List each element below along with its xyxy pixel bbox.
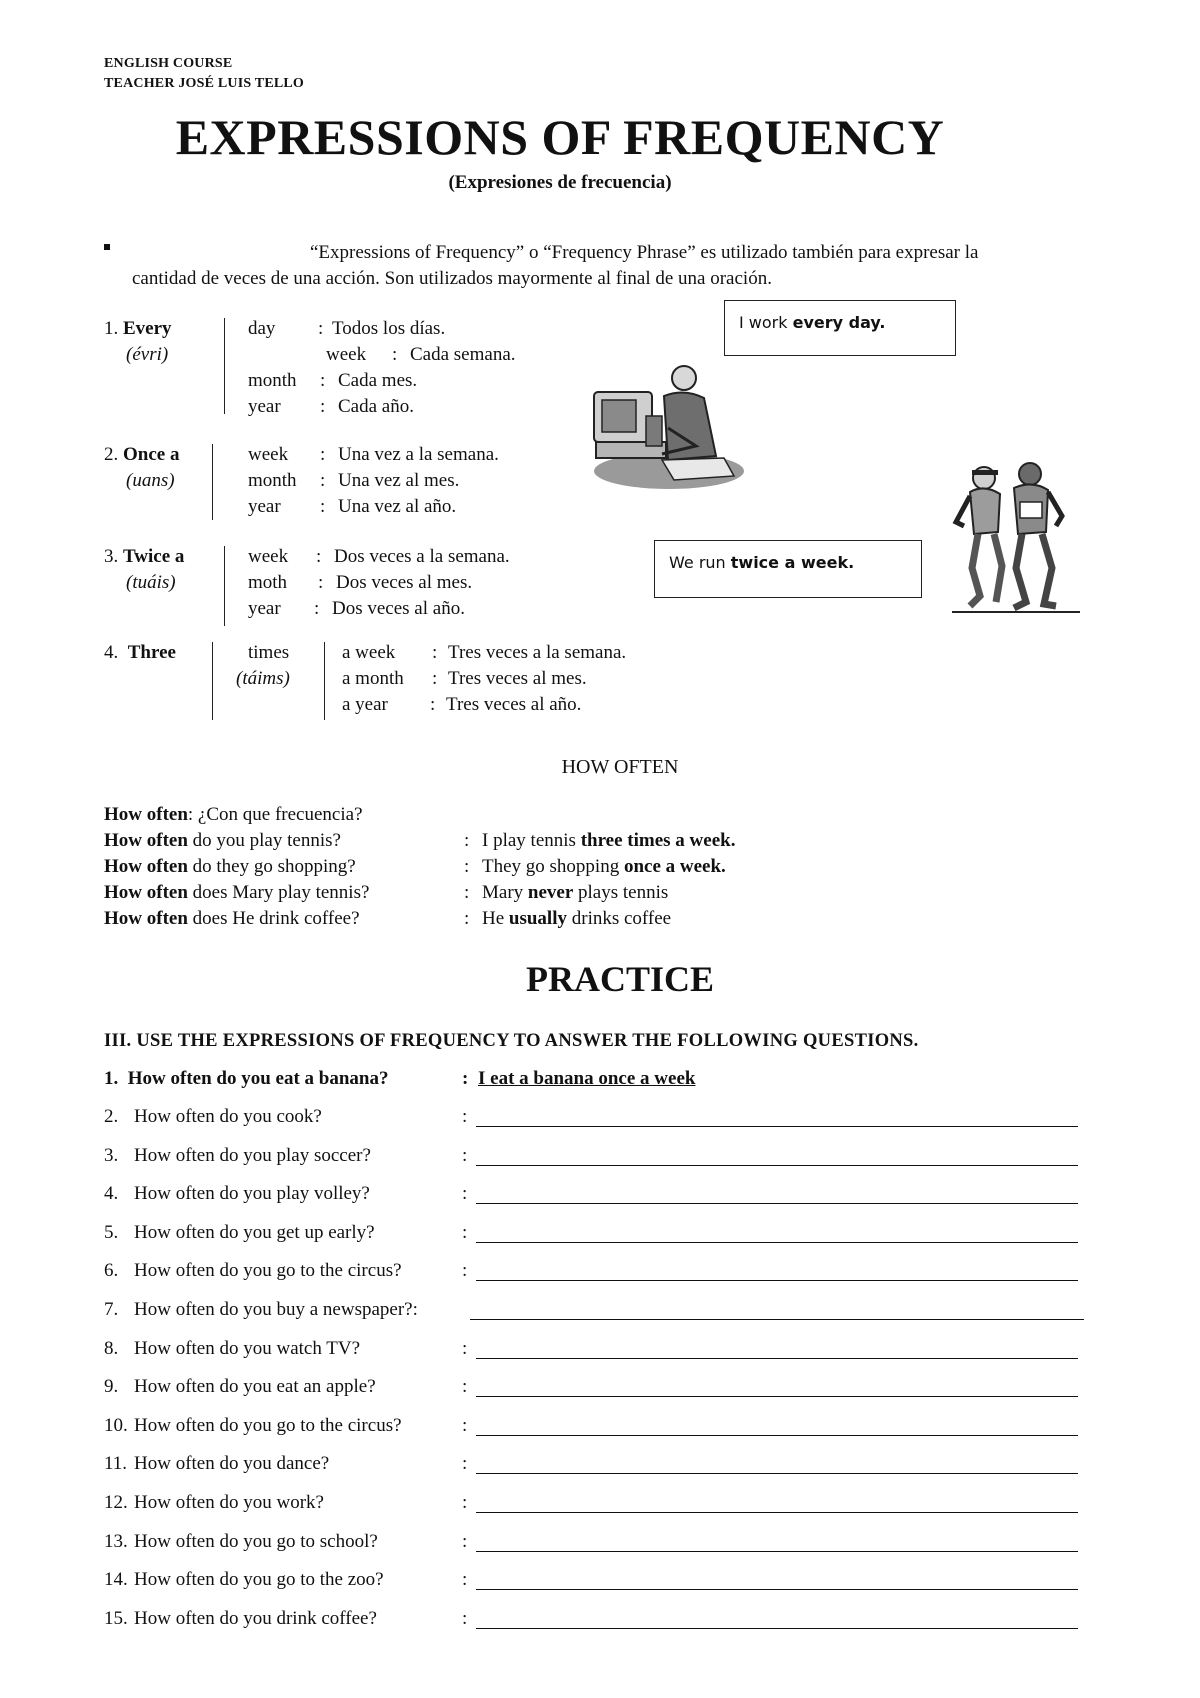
how-often-question: How often does Mary play tennis? xyxy=(104,882,370,903)
once-unit-week: week xyxy=(248,444,289,465)
question-text: How often do you eat an apple? xyxy=(134,1376,376,1397)
group-twice-divider xyxy=(224,546,225,626)
group-three-word: Three xyxy=(127,642,176,663)
how-often-answer: Mary never plays tennis xyxy=(482,882,669,903)
twice-unit-month: moth xyxy=(248,572,288,593)
twice-meaning-week: Dos veces a la semana. xyxy=(334,546,510,567)
group-three-pronunciation: (táims) xyxy=(236,668,290,689)
question-number: 8. xyxy=(104,1338,119,1359)
how-often-definition xyxy=(104,802,363,828)
answer-blank-line[interactable] xyxy=(476,1473,1078,1474)
question-number: 2. xyxy=(104,1106,119,1127)
how-often-question: How often do they go shopping? xyxy=(104,856,356,877)
group-every-divider xyxy=(224,318,225,414)
question-sep: : xyxy=(462,1222,468,1243)
group-every-number: 1. xyxy=(104,318,119,339)
answer-blank-line[interactable] xyxy=(476,1551,1078,1552)
group-three-divider-right xyxy=(324,642,325,720)
group-twice-number: 3. xyxy=(104,546,119,567)
question-number: 13. xyxy=(104,1531,128,1552)
group-once-divider xyxy=(212,444,213,520)
every-unit-year: year xyxy=(248,396,281,417)
example-number: 1. xyxy=(104,1068,119,1089)
three-unit-year: a year xyxy=(342,694,388,715)
how-often-sep: : xyxy=(464,856,470,877)
question-text: How often do you work? xyxy=(134,1492,324,1513)
question-number: 4. xyxy=(104,1183,119,1204)
once-sep: : xyxy=(320,444,326,465)
example-answer xyxy=(478,1066,695,1092)
once-sep: : xyxy=(320,496,326,517)
answer-blank-line[interactable] xyxy=(476,1435,1078,1436)
once-unit-year: year xyxy=(248,496,281,517)
question-text: How often do you cook? xyxy=(134,1106,322,1127)
question-sep: : xyxy=(462,1376,468,1397)
practice-instruction: III. USE THE EXPRESSIONS OF FREQUENCY TO ANSWER THE FOLLOWING QUESTIONS. xyxy=(104,1031,919,1051)
how-often-heading: HOW OFTEN xyxy=(561,756,679,778)
question-sep: : xyxy=(462,1492,468,1513)
answer-blank-line[interactable] xyxy=(476,1203,1078,1204)
question-sep: : xyxy=(462,1145,468,1166)
group-every-pronunciation: (évri) xyxy=(126,344,169,365)
every-sep: : xyxy=(392,344,398,365)
how-often-answer: I play tennis three times a week. xyxy=(482,830,736,851)
group-three-times: times xyxy=(248,642,290,663)
group-three-heading xyxy=(104,640,176,666)
question-text: How often do you buy a newspaper?: xyxy=(134,1299,418,1320)
answer-blank-line[interactable] xyxy=(476,1512,1078,1513)
question-number: 12. xyxy=(104,1492,128,1513)
every-sep: : xyxy=(320,370,326,391)
group-every-heading xyxy=(104,316,172,342)
once-meaning-week: Una vez a la semana. xyxy=(338,444,499,465)
how-often-answer: He usually drinks coffee xyxy=(482,908,672,929)
example-sep: : xyxy=(462,1068,469,1089)
callout-run-text: We run xyxy=(669,553,731,572)
runners-illustration xyxy=(952,456,1080,616)
every-unit-month: month xyxy=(248,370,297,391)
question-number: 15. xyxy=(104,1608,128,1629)
three-sep: : xyxy=(432,642,438,663)
practice-heading: PRACTICE xyxy=(525,959,714,999)
page-title: EXPRESSIONS OF FREQUENCY xyxy=(175,109,945,165)
question-number: 14. xyxy=(104,1569,128,1590)
every-meaning-year: Cada año. xyxy=(338,396,414,417)
question-text: How often do you dance? xyxy=(134,1453,330,1474)
group-twice-pronunciation: (tuáis) xyxy=(126,572,176,593)
three-meaning-month: Tres veces al mes. xyxy=(448,668,587,689)
group-three-number: 4. xyxy=(104,642,119,663)
answer-blank-line[interactable] xyxy=(476,1280,1078,1281)
page-subtitle: (Expresiones de frecuencia) xyxy=(448,172,672,193)
three-unit-month: a month xyxy=(342,668,404,689)
callout-run-twice-week xyxy=(654,540,922,598)
group-once-number: 2. xyxy=(104,444,119,465)
question-text: How often do you go to the zoo? xyxy=(134,1569,384,1590)
how-often-def-rest: : ¿Con que frecuencia? xyxy=(187,804,363,825)
callout-work-text: I work xyxy=(739,313,793,332)
how-often-question: How often does He drink coffee? xyxy=(104,908,360,929)
group-twice-word: Twice a xyxy=(123,546,185,567)
how-often-sep: : xyxy=(464,908,470,929)
question-text: How often do you play soccer? xyxy=(134,1145,371,1166)
answer-blank-line[interactable] xyxy=(476,1358,1078,1359)
bullet-square-icon xyxy=(104,244,110,250)
how-often-sep: : xyxy=(464,830,470,851)
question-text: How often do you go to the circus? xyxy=(134,1415,402,1436)
question-sep: : xyxy=(462,1415,468,1436)
course-name: ENGLISH COURSE xyxy=(104,56,233,71)
question-number: 7. xyxy=(104,1299,119,1320)
example-question-text: How often do you eat a banana? xyxy=(127,1068,389,1089)
twice-sep: : xyxy=(314,598,320,619)
three-meaning-week: Tres veces a la semana. xyxy=(448,642,627,663)
twice-meaning-year: Dos veces al año. xyxy=(332,598,465,619)
once-meaning-year: Una vez al año. xyxy=(338,496,457,517)
callout-run-bold: twice a week. xyxy=(730,553,855,572)
example-answer-text: I eat a banana once a week xyxy=(478,1068,696,1089)
question-text: How often do you go to the circus? xyxy=(134,1260,402,1281)
answer-blank-line[interactable] xyxy=(470,1319,1084,1320)
question-sep: : xyxy=(462,1531,468,1552)
every-meaning-week: Cada semana. xyxy=(410,344,516,365)
question-number: 3. xyxy=(104,1145,119,1166)
once-meaning-month: Una vez al mes. xyxy=(338,470,460,491)
callout-work-bold: every day. xyxy=(792,313,886,332)
group-three-divider-left xyxy=(212,642,213,720)
question-sep: : xyxy=(462,1183,468,1204)
question-number: 10. xyxy=(104,1415,128,1436)
intro-line-2: cantidad de veces de una acción. Son utilizados mayormente al final de una oración. xyxy=(132,268,772,289)
question-text: How often do you get up early? xyxy=(134,1222,375,1243)
question-text: How often do you watch TV? xyxy=(134,1338,361,1359)
question-number: 5. xyxy=(104,1222,119,1243)
question-sep: : xyxy=(462,1260,468,1281)
how-often-answer: They go shopping once a week. xyxy=(482,856,726,877)
twice-unit-year: year xyxy=(248,598,281,619)
once-sep: : xyxy=(320,470,326,491)
every-meaning-day: Todos los días. xyxy=(332,318,446,339)
twice-sep: : xyxy=(316,546,322,567)
answer-blank-line[interactable] xyxy=(476,1165,1078,1166)
question-text: How often do you go to school? xyxy=(134,1531,378,1552)
every-unit-week: week xyxy=(326,344,367,365)
every-meaning-month: Cada mes. xyxy=(338,370,418,391)
teacher-name: TEACHER JOSÉ LUIS TELLO xyxy=(104,76,305,91)
question-sep: : xyxy=(462,1338,468,1359)
answer-blank-line[interactable] xyxy=(476,1126,1078,1127)
group-every-word: Every xyxy=(123,318,172,339)
three-unit-week: a week xyxy=(342,642,396,663)
question-sep: : xyxy=(462,1106,468,1127)
question-sep: : xyxy=(462,1569,468,1590)
answer-blank-line[interactable] xyxy=(476,1589,1078,1590)
question-number: 9. xyxy=(104,1376,119,1397)
how-often-question: How often do you play tennis? xyxy=(104,830,341,851)
group-once-pronunciation: (uans) xyxy=(126,470,175,491)
group-once-word: Once a xyxy=(123,444,180,465)
question-number: 11. xyxy=(104,1453,128,1474)
three-meaning-year: Tres veces al año. xyxy=(446,694,582,715)
every-sep: : xyxy=(320,396,326,417)
office-worker-illustration xyxy=(584,356,744,496)
answer-blank-line[interactable] xyxy=(476,1628,1078,1629)
how-often-def-bold: How often xyxy=(104,804,188,825)
every-sep: : xyxy=(318,318,324,339)
question-text: How often do you drink coffee? xyxy=(134,1608,377,1629)
question-text: How often do you play volley? xyxy=(134,1183,370,1204)
example-question xyxy=(104,1066,389,1092)
three-sep: : xyxy=(432,668,438,689)
question-sep: : xyxy=(462,1608,468,1629)
twice-sep: : xyxy=(318,572,324,593)
three-sep: : xyxy=(430,694,436,715)
twice-unit-week: week xyxy=(248,546,289,567)
group-once-heading xyxy=(104,442,179,468)
question-sep: : xyxy=(462,1453,468,1474)
twice-meaning-month: Dos veces al mes. xyxy=(336,572,473,593)
once-unit-month: month xyxy=(248,470,297,491)
how-often-sep: : xyxy=(464,882,470,903)
every-unit-day: day xyxy=(248,318,276,339)
answer-blank-line[interactable] xyxy=(476,1242,1078,1243)
intro-line-1: “Expressions of Frequency” o “Frequency Phrase” es utilizado también para expresar la xyxy=(310,242,979,263)
question-number: 6. xyxy=(104,1260,119,1281)
answer-blank-line[interactable] xyxy=(476,1396,1078,1397)
callout-work-every-day xyxy=(724,300,956,356)
group-twice-heading xyxy=(104,544,184,570)
